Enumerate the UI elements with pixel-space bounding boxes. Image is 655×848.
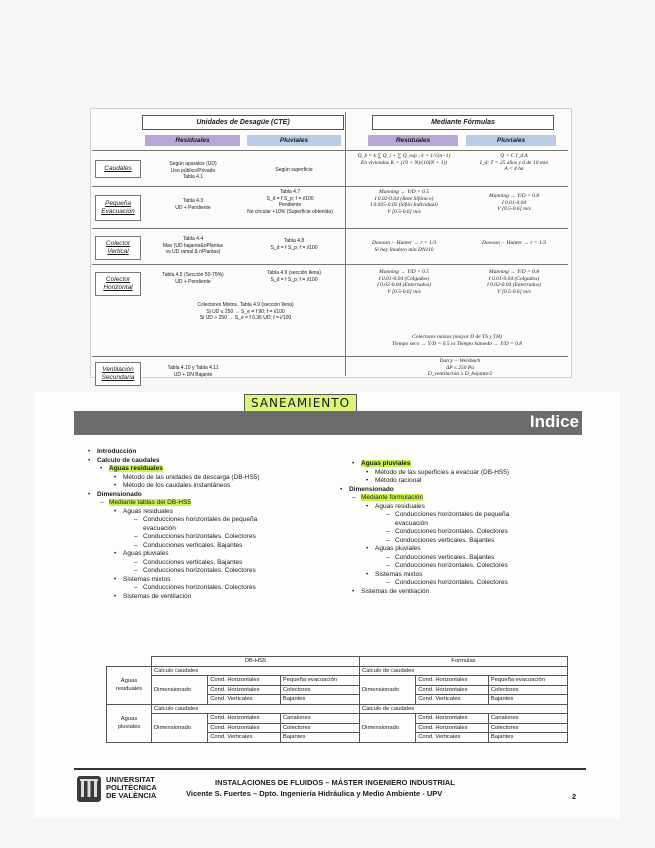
index-item-text: Sistemas de ventilación bbox=[123, 592, 192, 600]
bullet-icon: – bbox=[386, 536, 390, 544]
university-line: UNIVERSITAT bbox=[106, 775, 155, 784]
row-divider bbox=[92, 228, 568, 229]
index-item bbox=[340, 503, 590, 512]
index-item bbox=[340, 562, 590, 571]
dim-left: Dimensionado bbox=[152, 714, 208, 743]
index-item-text: Aguas residuales bbox=[123, 507, 173, 515]
cte-pluviales-pill: Pluviales bbox=[247, 135, 341, 146]
index-item-text: Conducciones horizontales. Colectores bbox=[395, 579, 508, 586]
index-item-text: Calculo de caudales bbox=[97, 456, 160, 464]
horizontal-f-res: Manning → Y/D = 0.5 I 0.01-0.04 (Colgados) I 0.02-0.04 (Enterrados) V [0.5-0.6] m/s bbox=[376, 269, 432, 295]
index-item-text: Mediante tablas del DB-HS5 bbox=[109, 499, 192, 506]
index-item bbox=[340, 579, 590, 588]
target-cell: Colectores bbox=[488, 685, 567, 695]
rowlabel-ventilacion: Ventilación Secundaria bbox=[95, 362, 141, 386]
vertical-cte-plu: Tabla 4.8 S_d = f S_p; f = i/100 bbox=[270, 238, 318, 251]
f-residuales-pill: Residuales bbox=[368, 135, 458, 146]
index-item-text: Conducciones horizontales. Colectores bbox=[143, 584, 256, 591]
dim-right: Dimensionado bbox=[359, 676, 415, 705]
index-item bbox=[340, 494, 590, 503]
rowlabel-pequena-evacuacion: Pequeña Evacuación bbox=[95, 195, 141, 221]
rowlabel-caudales: Caudales bbox=[95, 160, 141, 178]
bullet-icon: • bbox=[114, 550, 117, 557]
bullet-icon: • bbox=[88, 456, 91, 464]
bullet-icon: • bbox=[88, 448, 91, 455]
index-item-text: Mediante formulación bbox=[361, 494, 424, 501]
index-item bbox=[88, 550, 338, 559]
index-item bbox=[340, 588, 590, 597]
dim-right: Dimensionado bbox=[359, 714, 415, 743]
bullet-icon: • bbox=[100, 465, 103, 472]
upv-logo-icon bbox=[76, 775, 102, 803]
index-item bbox=[88, 567, 338, 576]
index-item bbox=[340, 511, 590, 520]
bullet-icon: • bbox=[366, 468, 369, 476]
bullet-icon: • bbox=[114, 592, 117, 600]
bullet-icon: • bbox=[366, 570, 369, 578]
index-item bbox=[88, 542, 338, 551]
footer-course: INSTALACIONES DE FLUIDOS – MÁSTER INGENIERO INDUSTRIAL bbox=[215, 778, 455, 787]
group-residuales: Aguas residuales bbox=[107, 666, 152, 704]
target-cell: Bajantes bbox=[280, 733, 359, 743]
index-item-text: Sistemas de ventilación bbox=[361, 587, 430, 595]
bullet-icon: • bbox=[366, 477, 369, 484]
index-item-text: Conducciones horizontales. Colectores bbox=[143, 567, 256, 574]
horizontal-cte-plu: Tabla 4.9 (sección llena) S_d = f S_p; f = i/100 bbox=[267, 270, 321, 283]
row-divider bbox=[92, 356, 568, 357]
bullet-icon: – bbox=[134, 533, 138, 540]
index-item-text: Método de las unidades de descarga (DB-HS5) bbox=[123, 473, 260, 481]
bullet-icon: • bbox=[114, 482, 117, 489]
target-cell: Canalones bbox=[488, 714, 567, 724]
bullet-icon: • bbox=[114, 473, 117, 481]
cte-residuales-pill: Residuales bbox=[145, 135, 240, 146]
cond-cell: Cond. Horizontales bbox=[208, 676, 281, 686]
target-cell: Colectores bbox=[488, 723, 567, 733]
bullet-icon: • bbox=[352, 460, 355, 467]
bullet-icon: – bbox=[134, 567, 138, 574]
index-item bbox=[340, 477, 590, 486]
index-item bbox=[88, 448, 338, 457]
caudales-f-res: Q_b = k ∑ Q_i + ∑ Q_esp ; k = 1/√(n−1) En viviendas K = (19 + N)/(10(N + 1)) bbox=[357, 153, 451, 166]
target-cell: Bajantes bbox=[280, 695, 359, 705]
calc-left: Calculo caudales bbox=[152, 666, 360, 676]
index-item-text: Sistemas mixtos bbox=[375, 570, 423, 578]
caudales-cte-plu: Según superficie bbox=[275, 167, 313, 173]
cond-cell: Cond. Horizontales bbox=[208, 723, 281, 733]
center-divider bbox=[345, 112, 346, 376]
page-number: 2 bbox=[572, 792, 577, 801]
index-item bbox=[340, 528, 590, 537]
index-item bbox=[88, 491, 338, 500]
index-header-bar bbox=[74, 411, 582, 435]
bullet-icon: – bbox=[386, 511, 390, 518]
index-item bbox=[340, 520, 590, 529]
index-item-text: Conducciones horizontales. Colectores bbox=[395, 528, 508, 535]
index-item bbox=[88, 525, 338, 534]
target-cell: Canalones bbox=[280, 714, 359, 724]
horizontal-f-mixed: Colectores mixtos (mayor D de TS y TH) Tiempo seco → Y/D = 0.5 vs Tiempo húmedo → Y/D = 0.8 bbox=[392, 334, 522, 347]
index-item-text: evacuación bbox=[143, 524, 176, 532]
calc-right: Calculo de caudales bbox=[359, 704, 567, 714]
index-item-text: Aguas pluviales bbox=[361, 460, 411, 467]
index-item-text: Sistemas mixtos bbox=[123, 575, 171, 583]
target-cell: Bajantes bbox=[488, 695, 567, 705]
corner-cell bbox=[107, 657, 152, 667]
index-item-text: Conducciones horizontales. Colectores bbox=[395, 562, 508, 569]
horizontal-f-plu: Manning → Y/D = 0.8 I 0.01-0.04 (Colgados) I 0.02-0.04 (Enterrados) V [0.5-0.6] m/s bbox=[486, 269, 542, 295]
footer-rule bbox=[74, 768, 586, 770]
bullet-icon: – bbox=[134, 558, 138, 566]
index-item-text: Conducciones horizontales. Colectores bbox=[143, 533, 256, 540]
index-item bbox=[340, 554, 590, 563]
pequena-f-plu: Manning → Y/D = 0.8 I 0.01-0.04 V [0.5-0.6] m/s bbox=[488, 193, 539, 212]
university-name bbox=[106, 776, 157, 800]
formulas-header: Mediante Fórmulas bbox=[372, 115, 554, 130]
index-item bbox=[88, 593, 338, 602]
cond-cell: Cond. Horizontales bbox=[416, 676, 489, 686]
cond-cell: Cond. Horizontales bbox=[416, 723, 489, 733]
handwritten-title: SANEAMIENTO bbox=[244, 394, 357, 412]
comparison-table bbox=[106, 656, 568, 743]
bullet-icon: – bbox=[386, 528, 390, 535]
index-item bbox=[88, 465, 338, 474]
index-item bbox=[88, 576, 338, 585]
index-item bbox=[340, 537, 590, 546]
cond-cell: Cond. Horizontales bbox=[416, 685, 489, 695]
index-item-text: Conducciones verticales. Bajantes bbox=[395, 536, 495, 544]
vertical-f-plu: Dawson − Hunter → r = 1/3 bbox=[482, 240, 546, 246]
cond-cell: Cond. Horizontales bbox=[208, 685, 281, 695]
index-item bbox=[340, 571, 590, 580]
bullet-icon: – bbox=[134, 541, 138, 549]
university-line: DE VALÈNCIA bbox=[106, 791, 157, 800]
bullet-icon: – bbox=[386, 579, 390, 586]
bullet-icon: – bbox=[352, 494, 356, 501]
index-item-text: Método de las superficies a evacuar (DB-HS5) bbox=[375, 468, 510, 476]
caudales-f-plu: Q = C I_d A I_d: T = 25 años y d de 10 min A < 4 ha bbox=[479, 153, 549, 172]
bullet-icon: • bbox=[114, 575, 117, 583]
cond-cell: Cond. Verticales bbox=[416, 695, 489, 705]
vertical-f-res: Dawson − Hunter → r = 1/3 Si hay Inodoro mín DN110 bbox=[372, 240, 436, 253]
index-item-text: Conducciones verticales. Bajantes bbox=[143, 541, 243, 549]
index-item-text: Conducciones horizontales de pequeña bbox=[143, 516, 258, 523]
index-item bbox=[340, 486, 590, 495]
bullet-icon: – bbox=[386, 553, 390, 561]
target-cell: Colectores bbox=[280, 685, 359, 695]
index-item bbox=[88, 584, 338, 593]
index-item-text: Aguas residuales bbox=[375, 502, 425, 510]
cond-cell: Cond. Verticales bbox=[416, 733, 489, 743]
index-item bbox=[340, 545, 590, 554]
row-divider bbox=[92, 186, 568, 187]
footer-author: Vicente S. Fuertes – Dpto. Ingeniería Hidráulica y Medio Ambiente - UPV bbox=[186, 789, 443, 798]
bullet-icon: • bbox=[366, 502, 369, 510]
row-divider bbox=[92, 264, 568, 265]
cond-cell: Cond. Verticales bbox=[208, 733, 281, 743]
bullet-icon: • bbox=[352, 587, 355, 595]
bullet-icon: • bbox=[114, 507, 117, 515]
target-cell: Pequeña evacuación bbox=[280, 676, 359, 686]
bullet-icon: • bbox=[340, 485, 343, 493]
index-item bbox=[340, 469, 590, 478]
index-item-text: Aguas residuales bbox=[109, 465, 163, 472]
bullet-icon: • bbox=[366, 545, 369, 552]
index-item-text: Método de los caudales instantáneos bbox=[123, 482, 231, 489]
index-item bbox=[88, 508, 338, 517]
index-item-text: Conducciones horizontales de pequeña bbox=[395, 511, 510, 518]
bullet-icon: • bbox=[88, 490, 91, 498]
cond-cell: Cond. Horizontales bbox=[416, 714, 489, 724]
index-item-text: Introducción bbox=[97, 448, 137, 455]
horizontal-cte-res: Tabla 4.5 (Sección 50-75%) UD + Pendiente bbox=[162, 272, 224, 285]
index-item-text: Conducciones verticales. Bajantes bbox=[395, 553, 495, 561]
index-item-text: Aguas pluviales bbox=[375, 545, 421, 552]
calc-left: Calculo caudales bbox=[152, 704, 360, 714]
index-title: Indice bbox=[529, 412, 579, 431]
pequena-f-res: Manning → Y/D = 0.5 I 0.02-0.04 (Bote Sifónico) I 0.025-0.05 (Sifón Individual) V [0.5-0.6] m/s bbox=[370, 189, 438, 215]
head-formulas: Formulas bbox=[359, 657, 567, 667]
caudales-cte-res: Según aparatos (UD) Uso público/Privado Tabla 4.1 bbox=[169, 161, 217, 180]
pequena-cte-plu: Tabla 4.7 S_d = f S_p; f = i/100 Pendiente No circular +10% (Superficie obtenida) bbox=[247, 189, 333, 215]
target-cell: Bajantes bbox=[488, 733, 567, 743]
index-item-text: Dimensionado bbox=[97, 490, 142, 498]
bullet-icon: – bbox=[134, 584, 138, 591]
bullet-icon: – bbox=[134, 516, 138, 523]
bullet-icon: – bbox=[386, 562, 390, 569]
target-cell: Colectores bbox=[280, 723, 359, 733]
rowlabel-colector-horizontal: Colector Horizontal bbox=[95, 272, 141, 296]
calc-right: Calculo de caudales bbox=[359, 666, 567, 676]
target-cell: Pequeña evacuación bbox=[488, 676, 567, 686]
index-item bbox=[88, 482, 338, 491]
f-pluviales-pill: Pluviales bbox=[466, 135, 556, 146]
vertical-cte-res: Tabla 4.4 Max (UD bajante&nPlantas vs UD ramal & nPlantas) bbox=[162, 236, 224, 255]
index-item-text: Dimensionado bbox=[349, 485, 394, 493]
index-item-text: Aguas pluviales bbox=[123, 550, 169, 557]
index-item bbox=[340, 460, 590, 469]
ventilacion-f-res: Darcy − Weisbach ΔP ≤ 250 Pa D_ventilación ≥ D_bajante/2 bbox=[427, 358, 493, 377]
rowlabel-colector-vertical: Colector Vertical bbox=[95, 236, 141, 260]
head-dbhs5: DB-HS5 bbox=[152, 657, 360, 667]
cond-cell: Cond. Horizontales bbox=[208, 714, 281, 724]
cond-cell: Cond. Verticales bbox=[208, 695, 281, 705]
index-item bbox=[88, 559, 338, 568]
index-left-column bbox=[88, 448, 338, 601]
row-divider bbox=[92, 150, 568, 151]
group-pluviales: Aguas pluviales bbox=[107, 704, 152, 742]
index-right-column bbox=[340, 460, 590, 596]
index-item bbox=[88, 457, 338, 466]
index-item bbox=[88, 516, 338, 525]
university-line: POLITÈCNICA bbox=[106, 783, 157, 792]
index-item bbox=[88, 474, 338, 483]
pequena-cte-res: Tabla 4.3 UD + Pendiente bbox=[175, 198, 211, 211]
dim-left: Dimensionado bbox=[152, 676, 208, 705]
horizontal-cte-mixed: Colectores Mixtos. Tabla 4.9 (sección llena) Si UD ≤ 250 → S_e = f 90; f = i/100 Si UD > 250 → S_e = f 0.36 UD; f = i/100 bbox=[197, 302, 294, 321]
ventilacion-cte-res: Tabla 4.10 y Tabla 4.11 UD + DN Bajante bbox=[167, 365, 219, 378]
bullet-icon: – bbox=[100, 499, 104, 506]
index-item bbox=[88, 533, 338, 542]
index-item bbox=[88, 499, 338, 508]
index-item-text: Conducciones verticales. Bajantes bbox=[143, 558, 243, 566]
index-item-text: Método racional bbox=[375, 477, 422, 484]
index-item-text: evacuación bbox=[395, 519, 428, 527]
cte-header: Unidades de Desagüe (CTE) bbox=[142, 115, 344, 130]
